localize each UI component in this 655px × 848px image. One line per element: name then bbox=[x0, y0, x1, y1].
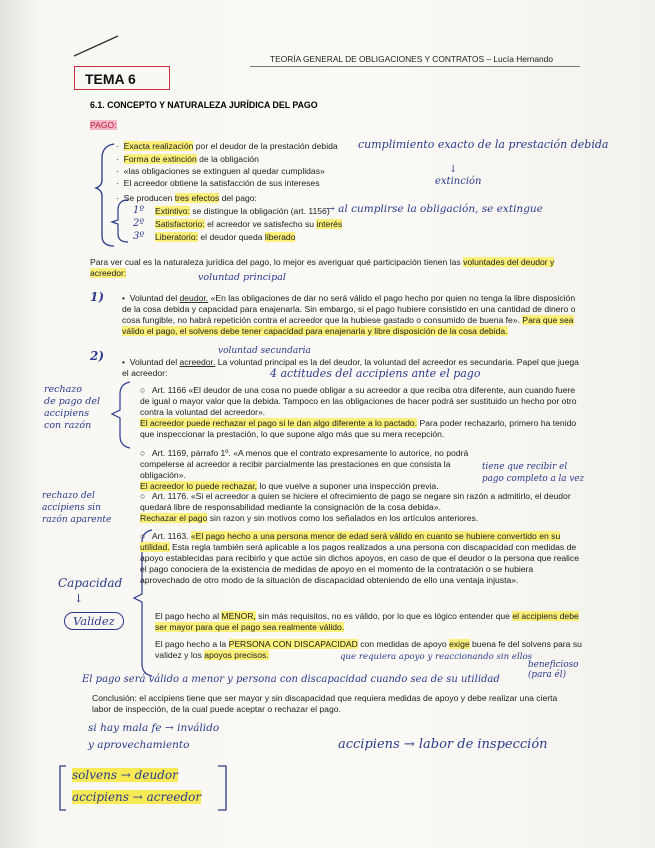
item-1-hl: Para que sea válido el pago, el solvens debe tener capacidad para enajenarla y libre disposición de la cosa debida. bbox=[122, 315, 574, 336]
hw-capacidad-arrow: ↓ bbox=[74, 592, 84, 605]
hw-accipiens bbox=[72, 790, 201, 804]
hw-tiene-que-recibir: tiene que recibir el pago completo a la vez bbox=[482, 462, 585, 484]
art-1169-rest: lo que vuelve a suponer una inspección previa. bbox=[257, 481, 439, 491]
bullet-2-hl: Forma de extinción bbox=[123, 154, 197, 164]
menor-a: El pago hecho al bbox=[155, 611, 222, 621]
hw-accipiens-labor: accipiens → labor de inspección bbox=[338, 737, 548, 752]
para-naturaleza-text: Para ver cual es la naturaleza jurídica del pago, lo mejor es averiguar qué participación tienen las bbox=[90, 257, 464, 267]
pago-label bbox=[90, 120, 117, 130]
bullet-3-text: «las obligaciones se extinguen al quedar cumplidas» bbox=[123, 166, 325, 176]
art-1176-text: Art. 1176. «Si el acreedor a quien se hiciere el ofrecimiento de pago se negare sin razón a admitirlo, el deudor quedará libre de responsabilidad mediante la consignación de la cosa debida». bbox=[140, 491, 571, 512]
art-1163-lead: Art. 1163. bbox=[151, 531, 191, 541]
hw-voluntad-principal: voluntad principal bbox=[198, 272, 286, 283]
hw-beneficioso: beneficioso (para él) bbox=[528, 660, 579, 680]
bullet-4: · El acreedor obtiene la satisfacción de sus intereses bbox=[116, 178, 320, 188]
bullet-3: · «las obligaciones se extinguen al quedar cumplidas» bbox=[116, 166, 325, 176]
hw-al-cumplirse: → al cumplirse la obligación, se extingue bbox=[326, 203, 543, 215]
hw-num1: 1) bbox=[90, 290, 105, 304]
header-rule bbox=[250, 66, 580, 67]
effect-3-hl: Liberatorio: bbox=[155, 232, 198, 242]
pcd-hl3: apoyos precisos. bbox=[204, 650, 269, 660]
hw-n1: 1º bbox=[133, 205, 145, 216]
bullet-5-hl: tres efectos bbox=[174, 193, 220, 203]
pcd-c: buena fe del solvens para su validez y los bbox=[155, 639, 582, 660]
effect-2 bbox=[155, 219, 342, 230]
hw-solvens-text: solvens → deudor bbox=[72, 768, 178, 782]
pcd-hl: PERSONA CON DISCAPACIDAD bbox=[228, 639, 358, 649]
effects-bracket bbox=[110, 198, 132, 244]
bullet-5: · Se producen tres efectos del pago: bbox=[116, 193, 257, 203]
item-1-text: «En las obligaciones de dar no será válido el pago hecho por quien no tenga la libre disposición de la cosa debida y capacidad para enajenarla. Sin embargo, si el pago hubiere consistido en una cantidad de dinero o cosa fungible, no habrá repetición contra el acreedor que la hubiese gastado o consumido de buena fe». bbox=[122, 293, 576, 325]
hw-accipiens-text: accipiens → acreedor bbox=[72, 790, 202, 804]
art-1169-text: Art. 1169, párrafo 1º. «A menos que el contrato expresamente lo autorice, no podrá compelerse al acreedor a recibir parcialmente las prestaciones en que consista la obligación». bbox=[140, 448, 469, 480]
art-1169: ○ Art. 1169, párrafo 1º. «A menos que el contrato expresamente lo autorice, no podrá compelerse al acreedor a recibir parcialmente las prestaciones en que consista la obligación». El acreedor lo puede rechazar, lo que vuelve a suponer una inspección previa. bbox=[140, 448, 469, 491]
pen-stroke-decoration bbox=[70, 30, 130, 60]
hw-rechazo-sin-razon: rechazo del accipiens sin razón aparente bbox=[42, 491, 112, 525]
hw-arrow-down: ↓ bbox=[449, 164, 458, 175]
art-1163-hl: «El pago hecho a una persona menor de edad será válido en cuanto se hubiere convertido en su utilidad. bbox=[140, 531, 561, 552]
art-1163-text: Esta regla también será aplicable a los pagos realizados a una persona con discapacidad con medidas de apoyo establecidas para recibirlo y que actúe sin dichos apoyos, en caso de que el deudor o la persona que realice el pago conociera de la existencia de medidas de apoyo en el momento de la contratación o se hubiera aprovechado de otro modo de la situación de discapacidad obteniendo de ello una ventaja injusta». bbox=[140, 542, 580, 585]
bullet-1: · Exacta realización por el deudor de la prestación debida bbox=[116, 141, 338, 151]
art-1166-rest: Para poder rechazarlo, primero ha tenido que inspeccionar la prestación, lo que supone algo más que su mera recepción. bbox=[140, 418, 577, 439]
hw-el-pago-sera: El pago será válido a menor y persona con discapacidad cuando sea de su utilidad bbox=[82, 674, 500, 685]
bullet-4-text: El acreedor obtiene la satisfacción de sus intereses bbox=[123, 178, 320, 188]
bullet-5-b: del pago: bbox=[219, 193, 257, 203]
pcd-hl2: exige bbox=[449, 639, 470, 649]
effect-3 bbox=[155, 232, 295, 243]
effect-1 bbox=[155, 206, 330, 217]
conclusion: Conclusión: el accipiens tiene que ser mayor y sin discapacidad que requiera medidas de apoyo y debe realizar una cierta labor de inspección, de la cual puede aceptar o rechazar el pago. bbox=[92, 693, 558, 714]
rechazo-bracket bbox=[108, 380, 136, 450]
effect-2-hl2: interés bbox=[316, 219, 343, 229]
para-naturaleza bbox=[90, 257, 580, 279]
bullet-2: · Forma de extinción de la obligación bbox=[116, 154, 259, 164]
hw-num2: 2) bbox=[90, 349, 105, 363]
pcd-b: con medidas de apoyo bbox=[357, 639, 450, 649]
hw-cumplimiento: cumplimiento exacto de la prestación debida bbox=[358, 138, 609, 151]
item-1: • Voluntad del deudor. «En las obligaciones de dar no será válido el pago hecho por quien no tenga la libre disposición de la cosa debida y capacidad para enajenarla. Sin embargo, si el pago hubiere consistido en una cantidad de dinero o cosa fungible, no habrá repetición contra el acreedor que la hubiese gastado o consumido de buena fe». Para que sea válido el pago, el solvens debe tener capacidad para enajenarla y libre disposición de la cosa debida. bbox=[122, 293, 576, 336]
art-1166-text: Art. 1166 «El deudor de una cosa no puede obligar a su acreedor a que reciba otra diferente, aun cuando fuere de igual o mayor valor que la debida. Tampoco en las obligaciones de hacer podrá ser sustituido un hecho por otro contra la voluntad del acreedor». bbox=[140, 385, 577, 417]
item-2-text: La voluntad principal es la del deudor, la voluntad del acreedor es secundaria. Papel que juega el acreedor: bbox=[122, 357, 579, 378]
hw-extincion: extinción bbox=[435, 176, 482, 187]
hw-validez: Validez bbox=[64, 612, 124, 630]
pago-label-text: PAGO: bbox=[90, 120, 117, 130]
pcd-a: El pago hecho a la bbox=[155, 639, 229, 649]
art-1176-rest: sin razon y sin motivos como los señalados en los artículos anteriores. bbox=[207, 513, 479, 523]
hw-rechazo-con-razon: rechazo de pago del accipiens con razón bbox=[44, 384, 101, 431]
hw-n2: 2º bbox=[133, 218, 145, 229]
effect-3-hl2: liberado bbox=[264, 232, 296, 242]
course-header: TEORÍA GENERAL DE OBLIGACIONES Y CONTRATOS – Lucía Hernando bbox=[270, 54, 553, 64]
menor-b: sin más requisitos, no es válido, por lo que es lógico entender que bbox=[255, 611, 513, 621]
art-1169-hl: El acreedor lo puede rechazar, bbox=[140, 481, 258, 491]
item-1-deudor: deudor. bbox=[179, 293, 209, 303]
hw-cuatro-actitudes: 4 actitudes del accipiens ante el pago bbox=[270, 367, 481, 380]
bullet-2-rest: de la obligación bbox=[196, 154, 259, 164]
section-title: 6.1. CONCEPTO Y NATURALEZA JURÍDICA DEL PAGO bbox=[90, 100, 318, 110]
hw-voluntad-secundaria: voluntad secundaria bbox=[218, 346, 311, 356]
menor-hl2: el accipiens debe ser mayor para que el pago sea realmente válido. bbox=[155, 611, 579, 632]
tema-box: TEMA 6 bbox=[74, 66, 170, 90]
art-1166: ○ Art. 1166 «El deudor de una cosa no puede obligar a su acreedor a que reciba otra diferente, aun cuando fuere de igual o mayor valor que la debida. Tampoco en las obligaciones de hacer podrá ser sustituido un hecho por otro contra la voluntad del acreedor». El acreedor puede rechazar el pago si le dan algo diferente a lo pactado. Para poder rechazarlo, primero ha tenido que inspeccionar la prestación, lo que supone algo más que su mera recepción. bbox=[140, 385, 577, 439]
hw-solvens bbox=[72, 768, 178, 782]
menor-paragraph bbox=[155, 611, 583, 633]
hw-que-requiera: que requiera apoyo y reaccionando sin ellos bbox=[340, 652, 533, 662]
hw-y-aprovechamiento: y aprovechamiento bbox=[88, 739, 190, 751]
item-2-lead: Voluntad del bbox=[129, 357, 180, 367]
hw-n3: 3º bbox=[133, 231, 145, 242]
item-2-acreedor: acreedor. bbox=[179, 357, 216, 367]
item-2: • Voluntad del acreedor. La voluntad principal es la del deudor, la voluntad del acreedor es secundaria. Papel que juega el acreedor: bbox=[122, 357, 579, 378]
menor-hl: MENOR, bbox=[221, 611, 256, 621]
hw-si-hay-mala-fe: si hay mala fe → inválido bbox=[88, 722, 220, 734]
para-naturaleza-hl: voluntades del deudor y acreedor: bbox=[90, 257, 555, 278]
item-1-lead: Voluntad del bbox=[129, 293, 180, 303]
effect-2-rest: el acreedor ve satisfecho su bbox=[204, 219, 317, 229]
art-1163: ○ Art. 1163. «El pago hecho a una persona menor de edad será válido en cuanto se hubiere convertido en su utilidad. Esta regla también será aplicable a los pagos realizados a una persona con discapacidad con medidas de apoyo establecidas para recibirlo y que actúe sin dichos apoyos, en caso de que el deudor o la persona que realice el pago conociera de la existencia de medidas de apoyo en el momento de la contratación o se hubiera aprovechado de otro modo de la situación de discapacidad obteniendo de ello una ventaja injusta». bbox=[140, 531, 580, 585]
bullet-5-a: Se producen bbox=[123, 193, 175, 203]
effect-1-hl: Extintivo: bbox=[155, 206, 190, 216]
art-1166-hl: El acreedor puede rechazar el pago si le dan algo diferente a lo pactado. bbox=[140, 418, 418, 428]
art-1176-hl: Rechazar el pago bbox=[140, 513, 208, 523]
bullet-1-rest: por el deudor de la prestación debida bbox=[193, 141, 338, 151]
effect-2-hl: Satisfactorio: bbox=[155, 219, 205, 229]
effect-3-rest: el deudor queda bbox=[198, 232, 265, 242]
hw-capacidad: Capacidad bbox=[58, 576, 123, 590]
bullet-1-hl: Exacta realización bbox=[123, 141, 194, 151]
effect-1-rest: se distingue la obligación (art. 1156) bbox=[189, 206, 330, 216]
art-1176: ○ Art. 1176. «Si el acreedor a quien se hiciere el ofrecimiento de pago se negare sin razón a admitirlo, el deudor quedará libre de responsabilidad mediante la consignación de la cosa debida». Rechazar el pago sin razon y sin motivos como los señalados en los artículos anteriores. bbox=[140, 491, 571, 523]
